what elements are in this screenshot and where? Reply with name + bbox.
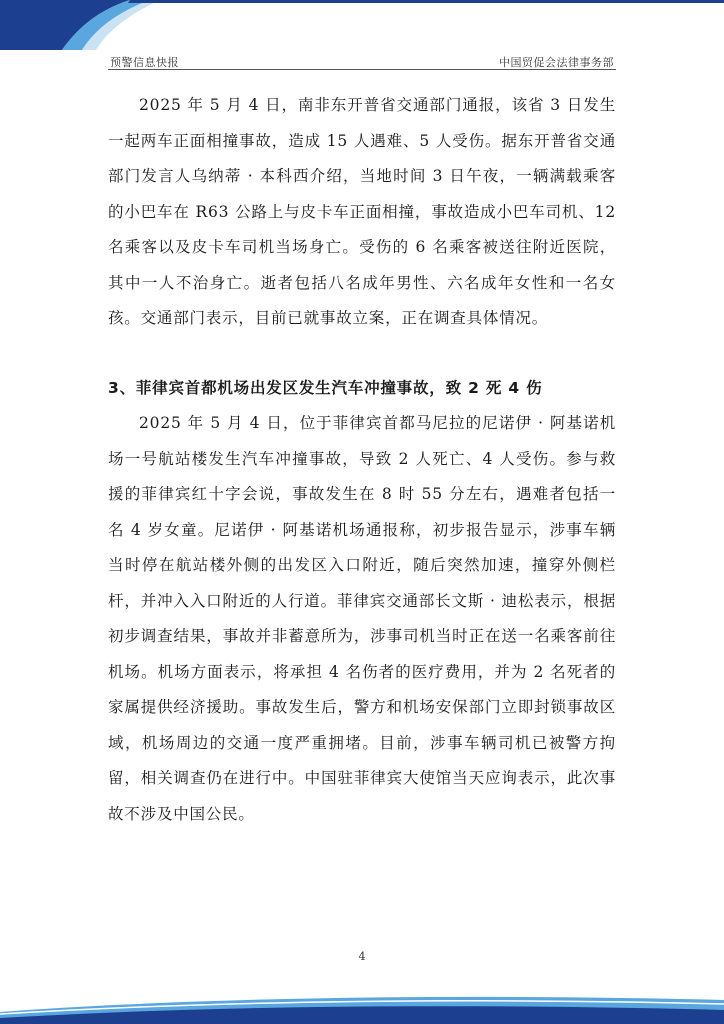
page-number: 4 (358, 950, 366, 963)
paragraph-philippines-accident: 2025 年 5 月 4 日，位于菲律宾首都马尼拉的尼诺伊 · 阿基诺机场一号航站楼发生汽车冲撞事故，导致 2 人死亡、4 人受伤。参与救援的菲律宾红十字会说，事故发生在 8 时 55 分左右，遇难者包括一名 4 岁女童。尼诺伊 · 阿基诺机场通报称，初步报告显示，涉事车辆当时停在航站楼外侧的出发区入口附近，随后突然加速，撞穿外侧栏杆，并冲入入口附近的人行道。菲律宾交通部长文斯 · 迪松表示，根据初步调查结果，事故并非蓄意所为，涉事司机当时正在送一名乘客前往机场。机场方面表示，将承担 4 名伤者的医疗费用，并为 2 名死者的家属提供经济援助。事故发生后，警方和机场安保部门立即封锁事故区域，机场周边的交通一度严重拥堵。目前，涉事车辆司机已被警方拘留，相关调查仍在进行中。中国驻菲律宾大使馆当天应询表示，此次事故不涉及中国公民。 (108, 414, 616, 823)
header-left-title: 预警信息快报 (110, 56, 179, 69)
header-divider (108, 69, 616, 70)
document-body (108, 88, 616, 832)
header-right-title: 中国贸促会法律事务部 (499, 56, 614, 69)
header-wave-decoration (0, 0, 724, 50)
paragraph-south-africa-accident: 2025 年 5 月 4 日，南非东开普省交通部门通报，该省 3 日发生一起两车正面相撞事故，造成 15 人遇难、5 人受伤。据东开普省交通部门发言人乌纳蒂 · 本科西介绍，当地时间 3 日午夜，一辆满载乘客的小巴车在 R63 公路上与皮卡车正面相撞，事故造成小巴车司机、12 名乘客以及皮卡车司机当场身亡。受伤的 6 名乘客被送往附近医院，其中一人不治身亡。逝者包括八名成年男性、六名成年女性和一名女孩。交通部门表示，目前已就事故立案，正在调查具体情况。 (108, 96, 616, 327)
section-heading-philippines: 3、菲律宾首都机场出发区发生汽车冲撞事故，致 2 死 4 伤 (108, 378, 543, 397)
footer-wave-decoration (0, 990, 724, 1024)
